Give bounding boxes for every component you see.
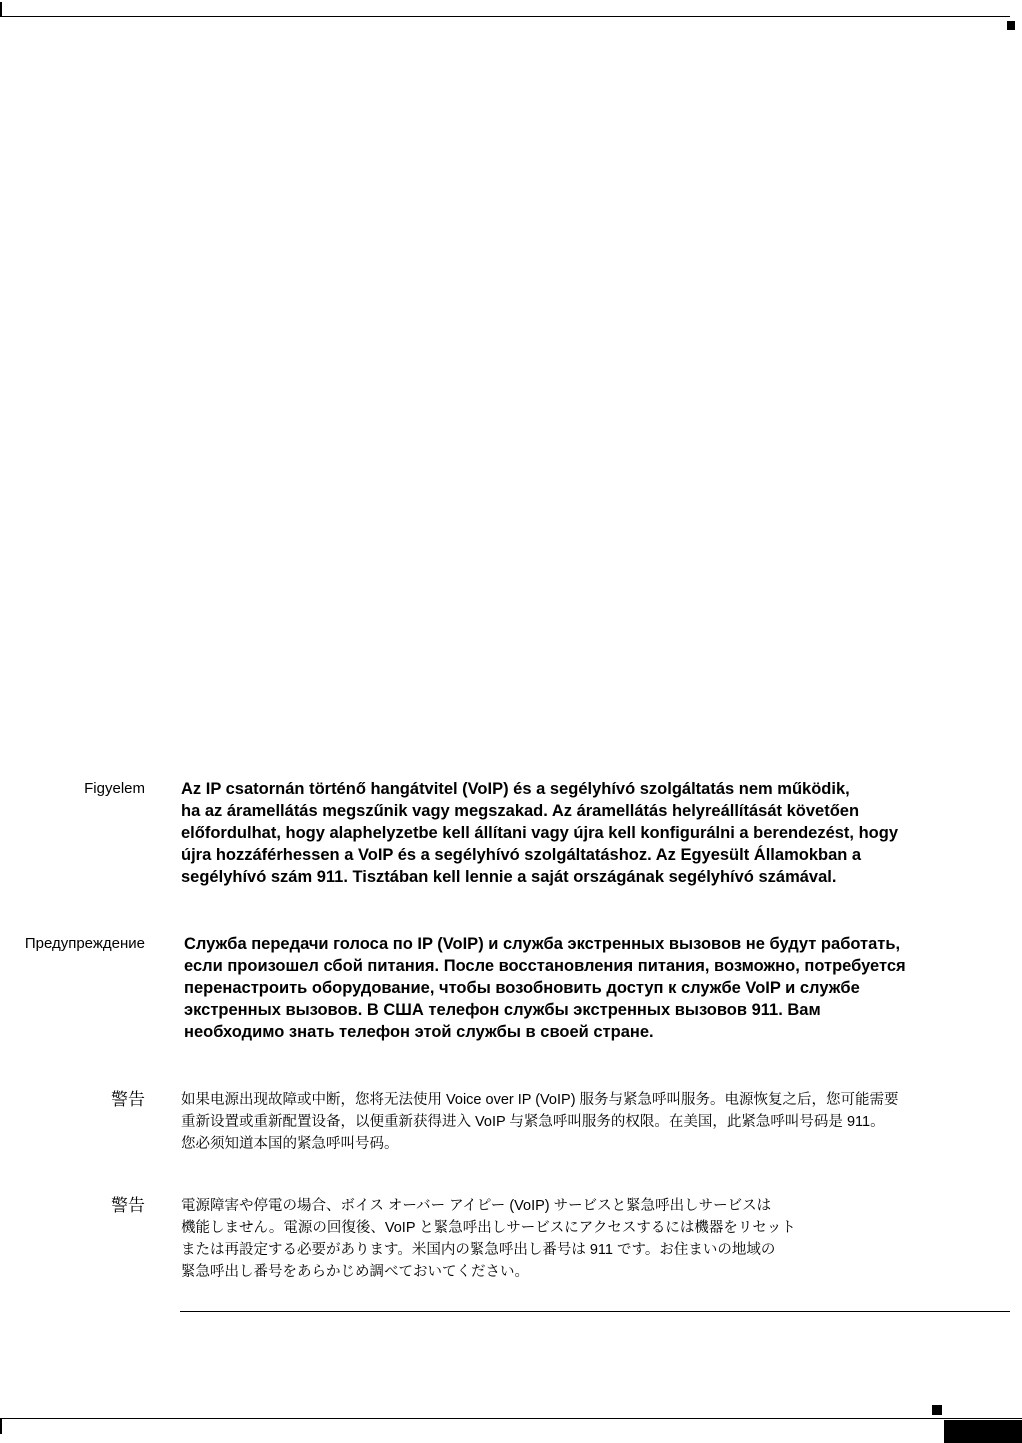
page-number-tab bbox=[944, 1420, 1022, 1443]
warning-label-hungarian: Figyelem bbox=[84, 780, 145, 797]
warning-label-japanese: 警告 bbox=[111, 1196, 145, 1215]
header-left-tick bbox=[0, 2, 2, 17]
warning-label-russian: Предупреждение bbox=[24, 935, 145, 952]
footer-rule bbox=[0, 1418, 1022, 1419]
warning-text-russian: Служба передачи голоса по IP (VoIP) и служба экстренных вызовов не будут работать, если произошел сбой питания. После восстановления питания, возможно, потребуется перенастроить оборудование, чтобы возобновить доступ к службе VoIP и службе экстренных вызовов. В США телефон службы экстренных вызовов 911. Вам необходимо знать телефон этой службы в своей стране. bbox=[184, 935, 906, 1041]
warning-text-japanese: 電源障害や停電の場合、ボイス オーバー アイピー (VoIP) サービスと緊急呼出しサービスは 機能しません。電源の回復後、VoIP と緊急呼出しサービスにアクセスするには機器をリセット または再設定する必要があります。米国内の緊急呼出し番号は 911 です。お住まいの地域の 緊急呼出し番号をあらかじめ調べておいてください。 bbox=[181, 1198, 796, 1280]
footer-left-tick bbox=[0, 1418, 2, 1434]
section-end-rule bbox=[180, 1311, 1010, 1312]
warning-text-chinese: 如果电源出现故障或中断，您将无法使用 Voice over IP (VoIP) 服务与紧急呼叫服务。电源恢复之后，您可能需要 重新设置或重新配置设备，以便重新获得进入 VoIP 与紧急呼叫服务的权限。在美国，此紧急呼叫号码是 911。 您必须知道本国的紧急呼叫号码。 bbox=[181, 1092, 899, 1152]
header-rule bbox=[0, 16, 1010, 17]
warning-label-chinese: 警告 bbox=[111, 1090, 145, 1109]
warning-text-hungarian: Az IP csatornán történő hangátvitel (VoIP) és a segélyhívó szolgáltatás nem működik, ha az áramellátás megszűnik vagy megszakad. Az áramellátás helyreállítását követően előfordulhat, hogy alaphelyzetbe kell állítani vagy újra kell konfigurálni a berendezést, hogy újra hozzáférhessen a VoIP és a segélyhívó szolgáltatáshoz. Az Egyesült Államokban a segélyhívó szám 911. Tisztában kell lennie a saját országának segélyhívó számával. bbox=[181, 780, 899, 886]
header-marker bbox=[1007, 21, 1015, 30]
footer-marker bbox=[932, 1405, 942, 1415]
